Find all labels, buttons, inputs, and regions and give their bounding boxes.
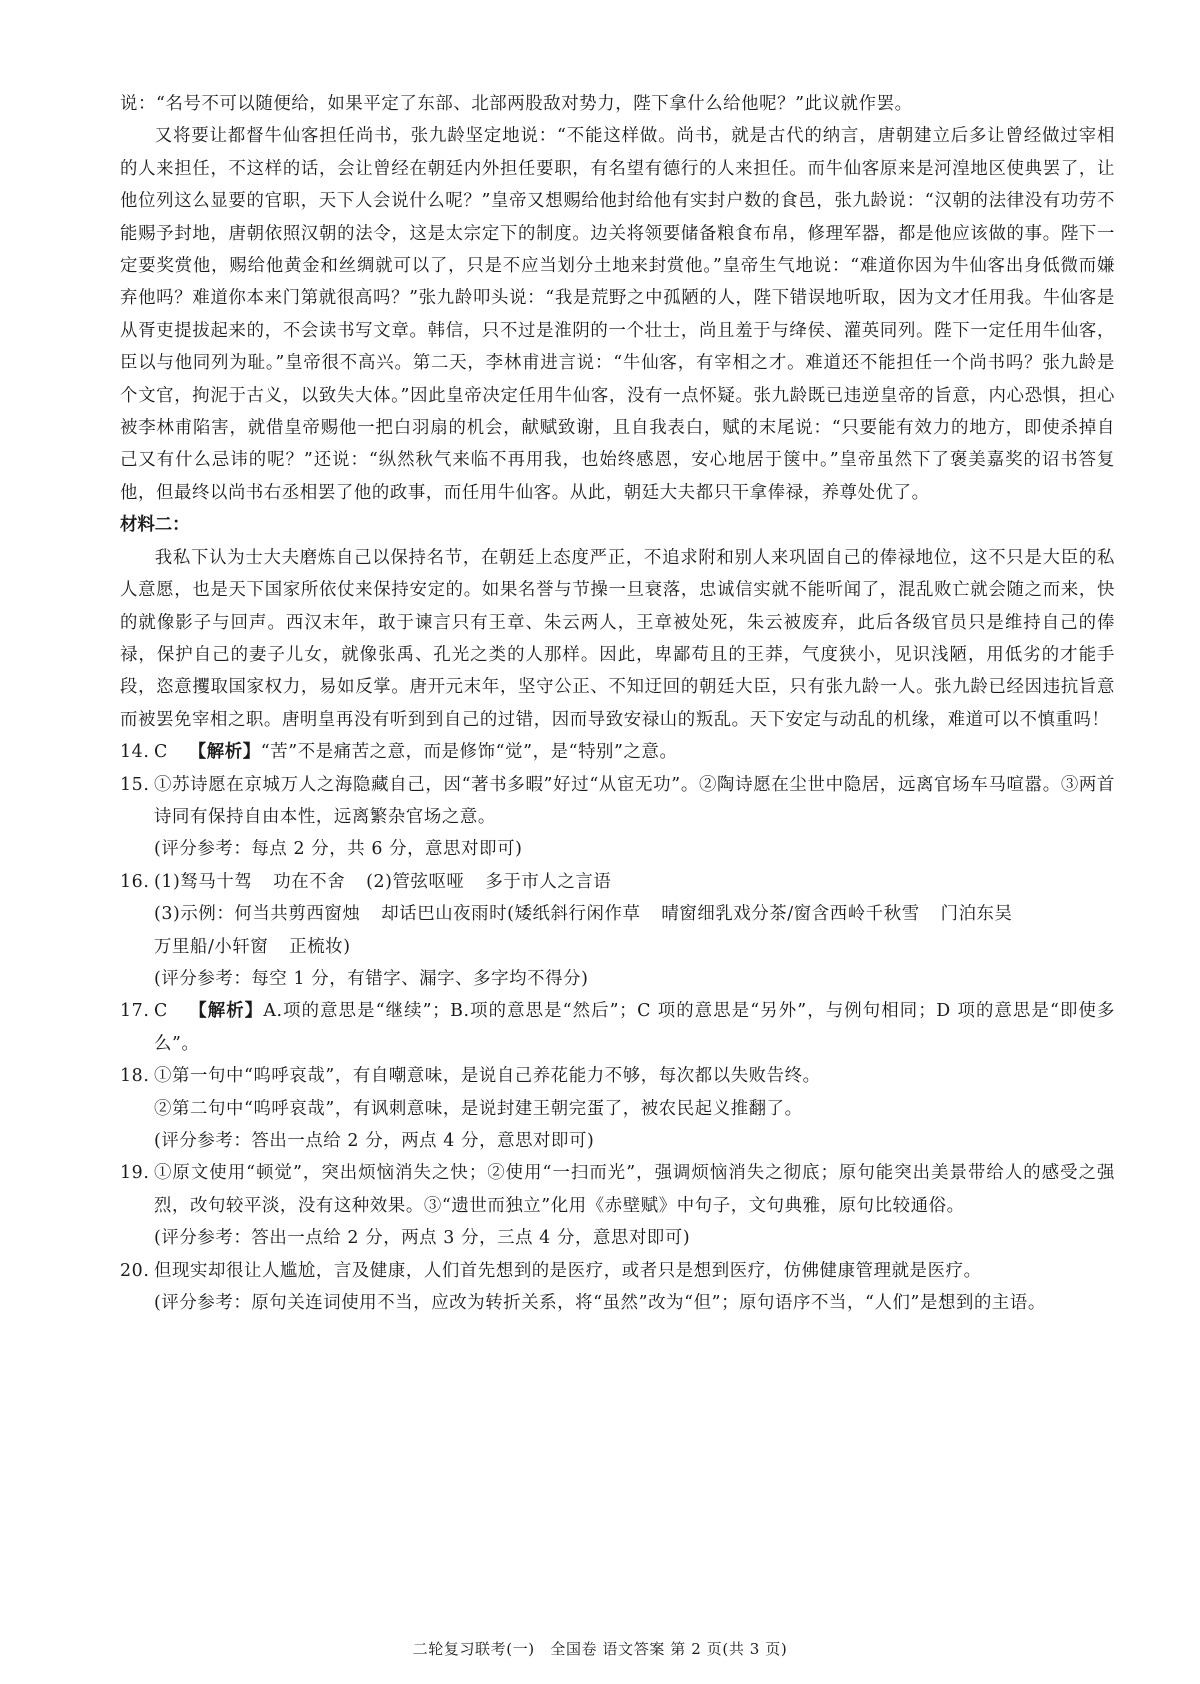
answer-15-text: ①苏诗愿在京城万人之海隐藏自己，因“著书多暇”好过“从宦无功”。②陶诗愿在尘世中隐居，远离官场车马喧嚣。③两首诗同有保持自由本性，远离繁杂官场之意。	[154, 774, 1115, 827]
answer-16-example-e: 万里船/小轩窗	[154, 936, 269, 957]
answer-16-blank-4: 多于市人之言语	[485, 871, 612, 892]
answer-18-text-2: ②第二句中“呜呼哀哉”，有讽刺意味，是说封建王朝完蛋了，被农民起义推翻了。	[154, 1098, 803, 1119]
answer-15	[120, 769, 1115, 834]
answer-17	[120, 995, 1115, 1060]
answer-16-example-c: 晴窗细乳戏分茶/窗含西岭千秋雪	[661, 904, 920, 925]
material-two-paragraph: 我私下认为士大夫磨炼自己以保持名节，在朝廷上态度严正，不追求附和别人来巩固自己的俸禄地位，这不只是大臣的私人意愿，也是天下国家所依仗来保持安定的。如果名誉与节操一旦衰落，忠诚信实就不能听闻了，混乱败亡就会随之而来，快的就像影子与回声。西汉末年，敢于谏言只有王章、朱云两人，王章被处死，朱云被废弃，此后各级官员只是维持自己的俸禄，保护自己的妻子儿女，就像张禹、孔光之类的人那样。因此，卑鄙苟且的王莽，气度狭小，见识浅陋，用低劣的才能手段，恣意攫取国家权力，易如反掌。唐开元末年，坚守公正、不知迂回的朝廷大臣，只有张九龄一人。张九龄已经因违抗旨意而被罢免宰相之职。唐明皇再没有听到到自己的过错，因而导致安禄山的叛乱。天下安定与动乱的机缘，难道可以不慎重吗！	[120, 547, 1115, 730]
answer-14	[120, 736, 1115, 768]
answer-14-analysis-tag: 【解析】	[188, 742, 261, 763]
answer-20-score: (评分参考：原句关连词使用不当，应改为转折关系，将“虽然”改为“但”；原句语序不当，“人们”是想到的主语。	[154, 1293, 1046, 1314]
answer-16	[120, 866, 1115, 898]
answer-15-number: 15.	[120, 774, 150, 795]
answer-17-choice: C	[154, 1001, 168, 1022]
answer-16-example-b: 却话巴山夜雨时(矮纸斜行闲作草	[381, 904, 641, 925]
answer-16-blank-2: 功在不舍	[273, 871, 346, 892]
answer-18-number: 18.	[120, 1066, 150, 1087]
answer-17-number: 17.	[120, 1001, 150, 1022]
answer-16-example-d: 门泊东吴	[940, 904, 1013, 925]
answer-16-blank-3: (2)管弦呕哑	[366, 871, 465, 892]
answer-18-text-1: ①第一句中“呜呼哀哉”，有自嘲意味，是说自己养花能力不够，每次都以失败告终。	[154, 1066, 821, 1087]
answer-19-score: (评分参考：答出一点给 2 分，两点 3 分，三点 4 分，意思对即可)	[154, 1228, 691, 1249]
page-footer: 二轮复习联考(一) 全国卷 语文答案 第 2 页(共 3 页)	[412, 1640, 788, 1658]
answer-page	[120, 88, 1115, 1319]
answer-14-choice: C	[154, 742, 168, 763]
answer-17-text: A.项的意思是“继续”；B.项的意思是“然后”；C 项的意思是“另外”，与例句相同；D 项的意思是“即使多么”。	[154, 1001, 1115, 1054]
answer-18-score: (评分参考：答出一点给 2 分，两点 4 分，意思对即可)	[154, 1131, 595, 1151]
answer-14-number: 14.	[120, 742, 150, 763]
material-two-heading: 材料二：	[120, 515, 190, 536]
material-one-paragraph-2: 又将要让都督牛仙客担任尚书，张九龄坚定地说：“不能这样做。尚书，就是古代的纳言，唐朝建立后多让曾经做过宰相的人来担任，不这样的话，会让曾经在朝廷内外担任要职，有名望有德行的人来担任。而牛仙客原来是河湟地区使典罢了，让他位列这么显要的官职，天下人会说什么呢？”皇帝又想赐给他封给他有实封户数的食邑，张九龄说：“汉朝的法律没有功劳不能赐予封地，唐朝依照汉朝的法令，这是太宗定下的制度。边关将领要储备粮食布帛，修理军器，都是他应该做的事。陛下一定要奖赏他，赐给他黄金和丝绸就可以了，只是不应当划分土地来封赏他。”皇帝生气地说：“难道你因为牛仙客出身低微而嫌弃他吗？难道你本来门第就很高吗？”张九龄叩头说：“我是荒野之中孤陋的人，陛下错误地听取，因为文才任用我。牛仙客是从胥吏提拔起来的，不会读书写文章。韩信，只不过是淮阴的一个壮士，尚且羞于与绛侯、灌英同列。陛下一定任用牛仙客，臣以与他同列为耻。”皇帝很不高兴。第二天，李林甫进言说：“牛仙客，有宰相之才。难道还不能担任一个尚书吗？张九龄是个文官，拘泥于古义，以致失大体。”因此皇帝决定任用牛仙客，没有一点怀疑。张九龄既已违逆皇帝的旨意，内心恐惧，担心被李林甫陷害，就借皇帝赐他一把白羽扇的机会，献赋致谢，且自我表白，赋的末尾说：“只要能有效力的地方，即使杀掉自己又有什么忌讳的呢？”还说：“纵然秋气来临不再用我，也始终感恩，安心地居于箧中。”皇帝虽然下了褒美嘉奖的诏书答复他，但最终以尚书右丞相罢了他的政事，而任用牛仙客。从此，朝廷大夫都只干拿俸禄，养尊处优了。	[120, 126, 1115, 503]
answer-16-example	[120, 898, 1115, 963]
answer-16-number: 16.	[120, 871, 150, 892]
answer-17-analysis-tag: 【解析】	[188, 1001, 264, 1022]
answer-15-score: (评分参考：每点 2 分，共 6 分，意思对即可)	[154, 839, 523, 860]
answer-16-score: (评分参考：每空 1 分，有错字、漏字、多字均不得分)	[154, 968, 589, 989]
answer-19	[120, 1157, 1115, 1222]
answer-19-number: 19.	[120, 1163, 150, 1184]
material-one-paragraph-1: 说：“名号不可以随便给，如果平定了东部、北部两股敌对势力，陛下拿什么给他呢？”此议就作罢。	[120, 94, 913, 114]
answer-16-example-f: 正梳妆)	[289, 936, 351, 957]
answer-18	[120, 1060, 1115, 1092]
answer-19-text: ①原文使用“顿觉”，突出烦恼消失之快；②使用“一扫而光”，强调烦恼消失之彻底；原句能突出美景带给人的感受之强烈，改句较平淡，没有这种效果。③“遗世而独立”化用《赤壁赋》中句子，文句典雅，原句比较通俗。	[154, 1163, 1115, 1216]
answer-20	[120, 1255, 1115, 1287]
answer-16-blank-1: (1)驽马十驾	[154, 871, 253, 892]
answer-20-number: 20.	[120, 1260, 150, 1281]
answer-14-text: “苦”不是痛苦之意，而是修饰“觉”，是“特别”之意。	[260, 742, 678, 763]
answer-20-text: 但现实却很让人尴尬，言及健康，人们首先想到的是医疗，或者只是想到医疗，仿佛健康管理就是医疗。	[154, 1260, 982, 1281]
answer-16-example-a: (3)示例：何当共剪西窗烛	[154, 904, 361, 925]
